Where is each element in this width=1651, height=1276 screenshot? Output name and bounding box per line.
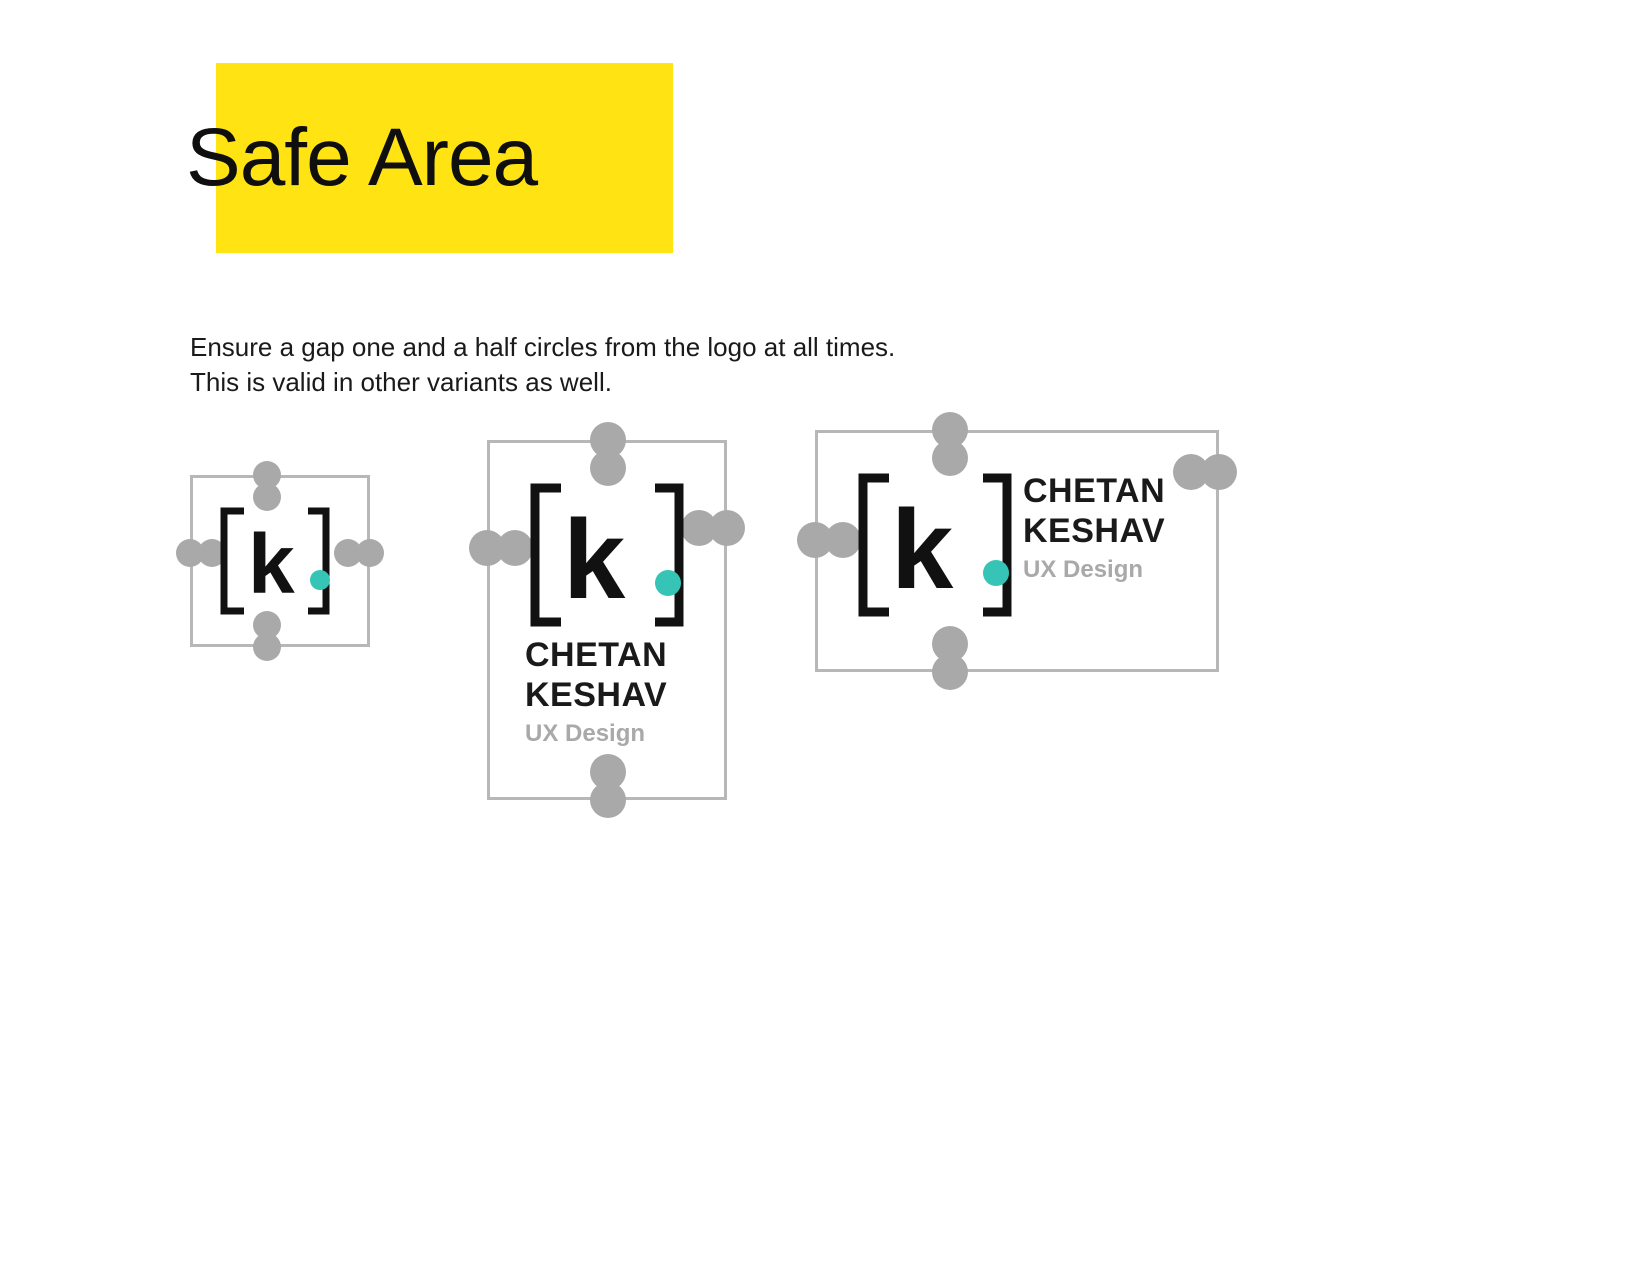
brand-name-line2: KESHAV [1023,512,1166,550]
guide-dot-right-inner [1201,454,1237,490]
svg-text:k: k [563,497,626,622]
description-text: Ensure a gap one and a half circles from the logo at all times. This is valid in other variants as well. [190,332,896,397]
brand-tagline: UX Design [525,720,646,747]
guide-dot-bottom-inner [253,633,281,661]
logo-mark-svg [855,470,1015,620]
page-title: Safe Area [186,112,538,203]
guide-dot-bottom-inner [590,782,626,818]
guide-dot-bottom-inner [932,654,968,690]
logo-mark [218,505,342,617]
title-banner [186,63,673,253]
svg-text:k: k [891,487,954,612]
accent-dot [310,570,330,590]
guide-dot-right-inner [356,539,384,567]
brand-name-line1: CHETAN [1023,472,1166,510]
safe-area-example-stacked [487,440,747,800]
svg-text:k: k [248,517,295,611]
brand-name-line2: KESHAV [525,676,668,714]
brand-name-line1: CHETAN [525,636,668,674]
safe-area-example-logomark [190,475,390,665]
accent-dot [655,570,681,596]
logo-mark-svg [527,480,687,630]
accent-dot [983,560,1009,586]
brand-tagline: UX Design [1023,556,1144,583]
logo-mark-svg [218,505,342,617]
logo-mark [527,480,687,630]
logo-mark [855,470,1015,620]
guide-dot-right-inner [709,510,745,546]
safe-area-example-horizontal [815,430,1235,675]
